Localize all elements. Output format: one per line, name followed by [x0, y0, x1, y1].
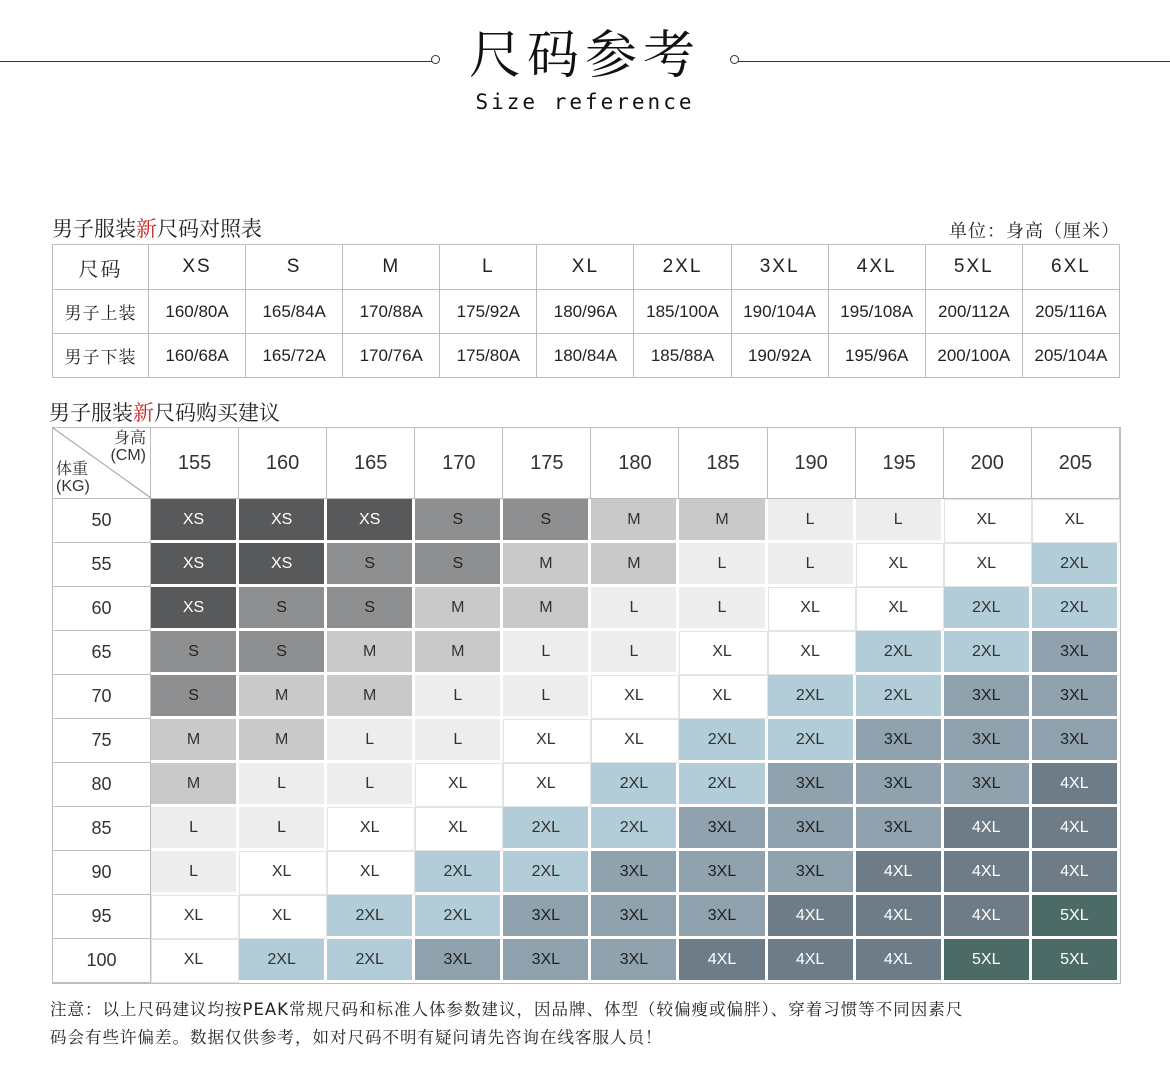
size-recommendation-cell: XL — [151, 895, 239, 939]
size-recommendation-cell: XL — [503, 763, 591, 807]
size-recommendation-cell: 3XL — [503, 895, 591, 939]
size-recommendation-cell: L — [327, 719, 415, 763]
weight-label: 80 — [53, 763, 151, 807]
size-recommendation-cell: L — [327, 763, 415, 807]
size-recommendation-cell: L — [591, 631, 679, 675]
size-recommendation-cell: L — [768, 499, 856, 543]
size-recommendation-cell: 4XL — [679, 939, 767, 983]
size-recommendation-cell: L — [151, 851, 239, 895]
size-recommendation-cell: 2XL — [679, 719, 767, 763]
size-recommendation-cell: 2XL — [327, 895, 415, 939]
size-recommendation-cell: M — [327, 631, 415, 675]
size-recommendation-cell: M — [415, 631, 503, 675]
size-header-cell: XL — [537, 245, 634, 290]
size-recommendation-cell: 4XL — [944, 895, 1032, 939]
size-recommendation-cell: 4XL — [1032, 851, 1120, 895]
height-header-cell: 155 — [151, 428, 239, 499]
size-spec-cell: 170/88A — [343, 290, 440, 334]
corner-weight-text: 体重 — [56, 461, 89, 478]
size-recommendation-cell: S — [327, 543, 415, 587]
size-recommendation-cell: 2XL — [1032, 587, 1120, 631]
size-recommendation-cell: XS — [327, 499, 415, 543]
size-chart-table — [52, 244, 1120, 378]
size-recommendation-cell: 3XL — [1032, 675, 1120, 719]
size-spec-cell: 195/96A — [828, 334, 925, 378]
size-recommendation-cell: L — [679, 543, 767, 587]
size-recommendation-cell: 2XL — [503, 807, 591, 851]
size-recommendation-cell: XS — [151, 587, 239, 631]
weight-row — [53, 763, 1120, 807]
weight-row — [53, 719, 1120, 763]
weight-label: 75 — [53, 719, 151, 763]
purchase-advice-title-new: 新 — [133, 401, 154, 425]
note-line-2: 码会有些许偏差。数据仅供参考，如对尺码不明有疑问请先咨询在线客服人员！ — [50, 1028, 663, 1047]
size-recommendation-cell: S — [327, 587, 415, 631]
note-line-1: 注意：以上尺码建议均按PEAK常规尺码和标准人体参数建议，因品牌、体型（较偏瘦或偏胖）、穿着习惯等不同因素尺 — [50, 1000, 964, 1019]
height-header-cell: 170 — [415, 428, 503, 499]
size-recommendation-cell: 2XL — [591, 763, 679, 807]
size-recommendation-cell: 3XL — [679, 807, 767, 851]
size-recommendation-cell: 2XL — [768, 719, 856, 763]
corner-weight-unit: (KG) — [56, 478, 90, 495]
size-recommendation-cell: XL — [679, 675, 767, 719]
size-recommendation-cell: 3XL — [591, 939, 679, 983]
size-recommendation-cell: 3XL — [768, 763, 856, 807]
size-recommendation-cell: M — [591, 543, 679, 587]
size-chart-title — [52, 213, 262, 243]
weight-label: 100 — [53, 939, 151, 983]
size-header-cell: 5XL — [925, 245, 1022, 290]
size-recommendation-cell: XL — [151, 939, 239, 983]
height-header-cell: 180 — [591, 428, 679, 499]
size-spec-cell: 165/84A — [246, 290, 343, 334]
weight-label: 50 — [53, 499, 151, 543]
weight-label: 90 — [53, 851, 151, 895]
weight-row — [53, 851, 1120, 895]
purchase-advice-table — [52, 427, 1121, 984]
size-recommendation-cell: 2XL — [1032, 543, 1120, 587]
size-recommendation-cell: 2XL — [944, 587, 1032, 631]
size-recommendation-cell: XL — [856, 543, 944, 587]
size-chart-title-suffix: 尺码对照表 — [157, 217, 262, 241]
weight-label: 95 — [53, 895, 151, 939]
size-spec-cell: 205/116A — [1022, 290, 1119, 334]
size-recommendation-cell: 2XL — [768, 675, 856, 719]
size-spec-cell: 165/72A — [246, 334, 343, 378]
size-recommendation-cell: L — [415, 675, 503, 719]
size-recommendation-cell: 3XL — [856, 807, 944, 851]
size-recommendation-cell: L — [151, 807, 239, 851]
size-recommendation-cell: XS — [151, 499, 239, 543]
size-recommendation-cell: 5XL — [944, 939, 1032, 983]
size-recommendation-cell: XS — [151, 543, 239, 587]
size-recommendation-cell: 4XL — [856, 851, 944, 895]
size-recommendation-cell: XL — [591, 719, 679, 763]
size-recommendation-cell: 2XL — [679, 763, 767, 807]
size-recommendation-cell: 3XL — [591, 895, 679, 939]
size-spec-cell: 160/68A — [149, 334, 246, 378]
size-recommendation-cell: M — [151, 719, 239, 763]
size-recommendation-cell: L — [503, 675, 591, 719]
size-recommendation-cell: 2XL — [591, 807, 679, 851]
weight-label: 85 — [53, 807, 151, 851]
size-recommendation-cell: 4XL — [856, 939, 944, 983]
corner-height-text: 身高 — [113, 430, 146, 447]
size-recommendation-cell: 4XL — [944, 807, 1032, 851]
size-header-cell: L — [440, 245, 537, 290]
size-recommendation-cell: XL — [591, 675, 679, 719]
size-spec-cell: 180/84A — [537, 334, 634, 378]
size-recommendation-cell: XS — [239, 543, 327, 587]
size-recommendation-cell: XL — [1032, 499, 1120, 543]
size-recommendation-cell: 2XL — [503, 851, 591, 895]
purchase-advice-title — [49, 397, 280, 427]
unit-label: 单位：身高（厘米） — [949, 221, 1120, 242]
size-recommendation-cell: 3XL — [944, 675, 1032, 719]
size-recommendation-cell: M — [591, 499, 679, 543]
size-recommendation-cell: 4XL — [768, 939, 856, 983]
size-recommendation-cell: S — [239, 587, 327, 631]
note-text — [50, 996, 1125, 1052]
size-recommendation-cell: XS — [239, 499, 327, 543]
size-recommendation-cell: 5XL — [1032, 939, 1120, 983]
size-header-label: 尺码 — [53, 245, 149, 290]
height-header-cell: 190 — [768, 428, 856, 499]
height-header-cell: 195 — [856, 428, 944, 499]
weight-label: 60 — [53, 587, 151, 631]
size-recommendation-cell: S — [151, 631, 239, 675]
size-recommendation-cell: 2XL — [856, 631, 944, 675]
size-recommendation-cell: 4XL — [944, 851, 1032, 895]
weight-row — [53, 543, 1120, 587]
size-recommendation-cell: 3XL — [768, 851, 856, 895]
size-recommendation-cell: 3XL — [679, 851, 767, 895]
height-header-cell: 160 — [239, 428, 327, 499]
size-recommendation-cell: L — [768, 543, 856, 587]
weight-row — [53, 895, 1120, 939]
size-recommendation-cell: S — [415, 543, 503, 587]
size-recommendation-cell: L — [591, 587, 679, 631]
garment-type-label: 男子上装 — [53, 290, 149, 334]
size-spec-cell: 205/104A — [1022, 334, 1119, 378]
size-recommendation-cell: 4XL — [856, 895, 944, 939]
weight-row — [53, 675, 1120, 719]
size-recommendation-cell: 3XL — [1032, 719, 1120, 763]
size-recommendation-cell: 4XL — [768, 895, 856, 939]
size-recommendation-cell: M — [415, 587, 503, 631]
size-recommendation-cell: L — [856, 499, 944, 543]
size-spec-cell: 175/92A — [440, 290, 537, 334]
weight-row — [53, 587, 1120, 631]
page-title: 尺码参考 — [468, 26, 701, 86]
size-recommendation-cell: XL — [239, 851, 327, 895]
size-recommendation-cell: 2XL — [856, 675, 944, 719]
size-recommendation-cell: S — [503, 499, 591, 543]
corner-height-unit: (CM) — [110, 447, 146, 464]
size-spec-cell: 175/80A — [440, 334, 537, 378]
size-recommendation-cell: XL — [679, 631, 767, 675]
size-recommendation-cell: L — [503, 631, 591, 675]
size-spec-cell: 160/80A — [149, 290, 246, 334]
size-recommendation-cell: 3XL — [1032, 631, 1120, 675]
size-recommendation-cell: M — [327, 675, 415, 719]
page-subtitle: Size reference — [475, 90, 695, 114]
garment-type-label: 男子下装 — [53, 334, 149, 378]
size-recommendation-cell: 4XL — [1032, 807, 1120, 851]
size-recommendation-cell: XL — [768, 587, 856, 631]
size-recommendation-cell: XL — [327, 851, 415, 895]
size-recommendation-cell: 3XL — [591, 851, 679, 895]
size-recommendation-cell: XL — [239, 895, 327, 939]
size-recommendation-cell: S — [151, 675, 239, 719]
size-recommendation-cell: M — [503, 543, 591, 587]
size-spec-cell: 200/100A — [925, 334, 1022, 378]
size-recommendation-cell: XL — [415, 763, 503, 807]
size-chart-row — [53, 290, 1120, 334]
size-header-cell: 6XL — [1022, 245, 1119, 290]
height-header-cell: 185 — [679, 428, 767, 499]
size-spec-cell: 195/108A — [828, 290, 925, 334]
size-spec-cell: 190/92A — [731, 334, 828, 378]
weight-row — [53, 939, 1120, 983]
size-header-cell: 3XL — [731, 245, 828, 290]
size-recommendation-cell: 3XL — [944, 719, 1032, 763]
size-recommendation-cell: M — [151, 763, 239, 807]
height-header-cell: 200 — [944, 428, 1032, 499]
size-recommendation-cell: XL — [944, 543, 1032, 587]
size-chart-title-new: 新 — [136, 217, 157, 241]
corner-weight-label — [56, 461, 90, 495]
size-recommendation-cell: 3XL — [944, 763, 1032, 807]
size-recommendation-cell: XL — [768, 631, 856, 675]
size-header-cell: S — [246, 245, 343, 290]
size-recommendation-cell: M — [503, 587, 591, 631]
height-header-row — [53, 428, 1120, 499]
size-chart-header-row — [53, 245, 1120, 290]
size-chart-row — [53, 334, 1120, 378]
size-recommendation-cell: XL — [856, 587, 944, 631]
size-recommendation-cell: 2XL — [327, 939, 415, 983]
size-recommendation-cell: M — [679, 499, 767, 543]
size-header-cell: 2XL — [634, 245, 731, 290]
size-spec-cell: 170/76A — [343, 334, 440, 378]
size-recommendation-cell: S — [415, 499, 503, 543]
size-recommendation-cell: L — [679, 587, 767, 631]
purchase-advice-title-prefix: 男子服装 — [49, 401, 133, 425]
size-recommendation-cell: XL — [327, 807, 415, 851]
purchase-advice-title-suffix: 尺码购买建议 — [154, 401, 280, 425]
corner-height-label — [110, 430, 146, 464]
height-header-cell: 175 — [503, 428, 591, 499]
size-recommendation-cell: 5XL — [1032, 895, 1120, 939]
size-spec-cell: 200/112A — [925, 290, 1022, 334]
weight-label: 65 — [53, 631, 151, 675]
size-recommendation-cell: 2XL — [944, 631, 1032, 675]
corner-cell — [53, 428, 151, 499]
height-header-cell: 205 — [1032, 428, 1120, 499]
size-spec-cell: 180/96A — [537, 290, 634, 334]
size-recommendation-cell: 2XL — [239, 939, 327, 983]
size-recommendation-cell: 3XL — [856, 763, 944, 807]
size-header-cell: 4XL — [828, 245, 925, 290]
weight-row — [53, 631, 1120, 675]
size-recommendation-cell: XL — [944, 499, 1032, 543]
size-header-cell: XS — [149, 245, 246, 290]
size-recommendation-cell: L — [239, 763, 327, 807]
size-chart-title-prefix: 男子服装 — [52, 217, 136, 241]
size-header-cell: M — [343, 245, 440, 290]
size-recommendation-cell: 3XL — [415, 939, 503, 983]
size-recommendation-cell: 3XL — [768, 807, 856, 851]
size-recommendation-cell: 4XL — [1032, 763, 1120, 807]
size-spec-cell: 190/104A — [731, 290, 828, 334]
weight-row — [53, 807, 1120, 851]
weight-label: 55 — [53, 543, 151, 587]
size-recommendation-cell: 3XL — [503, 939, 591, 983]
height-header-cell: 165 — [327, 428, 415, 499]
size-recommendation-cell: 2XL — [415, 895, 503, 939]
size-recommendation-cell: M — [239, 675, 327, 719]
size-recommendation-cell: 3XL — [679, 895, 767, 939]
size-recommendation-cell: XL — [415, 807, 503, 851]
size-recommendation-cell: S — [239, 631, 327, 675]
size-spec-cell: 185/100A — [634, 290, 731, 334]
size-spec-cell: 185/88A — [634, 334, 731, 378]
weight-label: 70 — [53, 675, 151, 719]
size-recommendation-cell: L — [239, 807, 327, 851]
size-recommendation-cell: XL — [503, 719, 591, 763]
size-recommendation-cell: M — [239, 719, 327, 763]
size-recommendation-cell: L — [415, 719, 503, 763]
size-recommendation-cell: 2XL — [415, 851, 503, 895]
weight-row — [53, 499, 1120, 543]
size-recommendation-cell: 3XL — [856, 719, 944, 763]
